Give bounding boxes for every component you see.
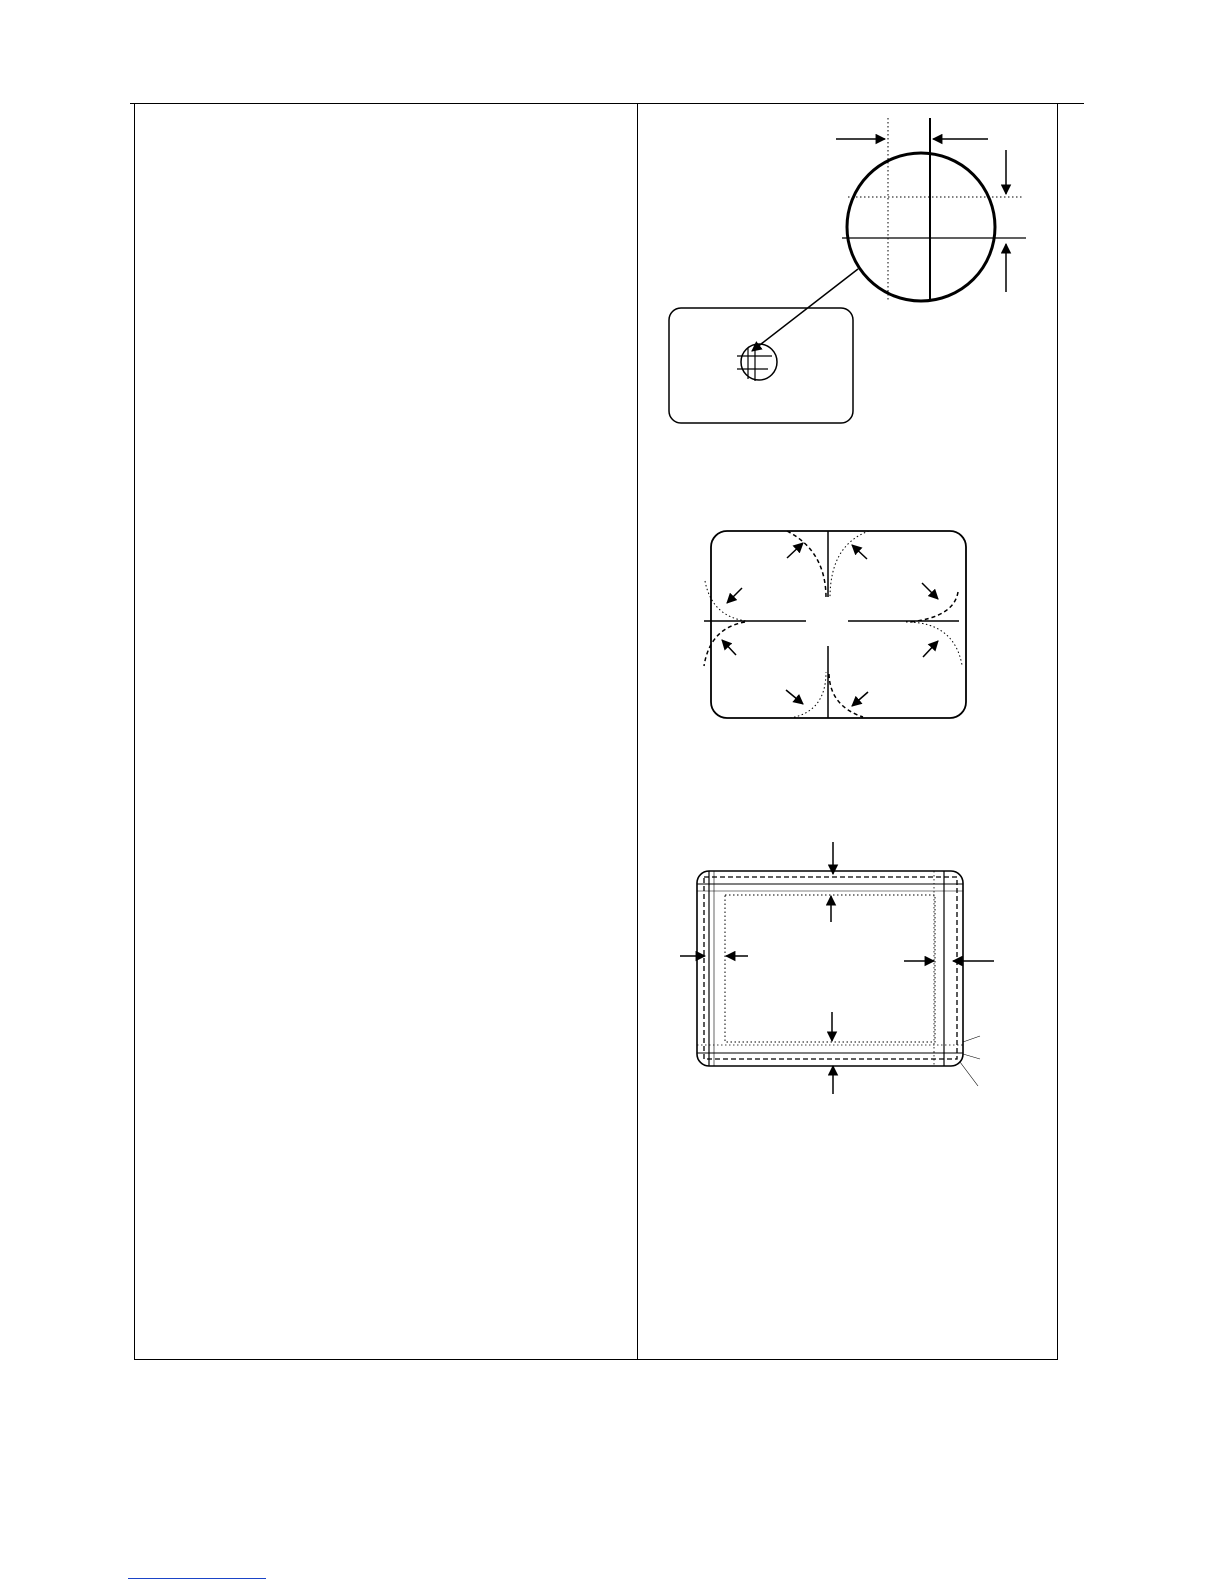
column-divider bbox=[637, 104, 638, 1360]
outer-screen-outline bbox=[697, 871, 963, 1066]
small-circle bbox=[741, 344, 777, 380]
screen-outline bbox=[711, 531, 966, 718]
left-text-column bbox=[136, 106, 636, 1358]
footer-link-underline[interactable] bbox=[128, 1578, 266, 1579]
pointer-arrow bbox=[752, 269, 858, 351]
small-screen-outline bbox=[669, 308, 853, 423]
screen-size-position-figure bbox=[639, 826, 1057, 1126]
right-figure-column bbox=[639, 106, 1057, 1358]
corner-distortion-figure bbox=[639, 516, 1057, 846]
center-adjustment-figure bbox=[639, 106, 1057, 436]
magnified-circle bbox=[847, 153, 995, 301]
